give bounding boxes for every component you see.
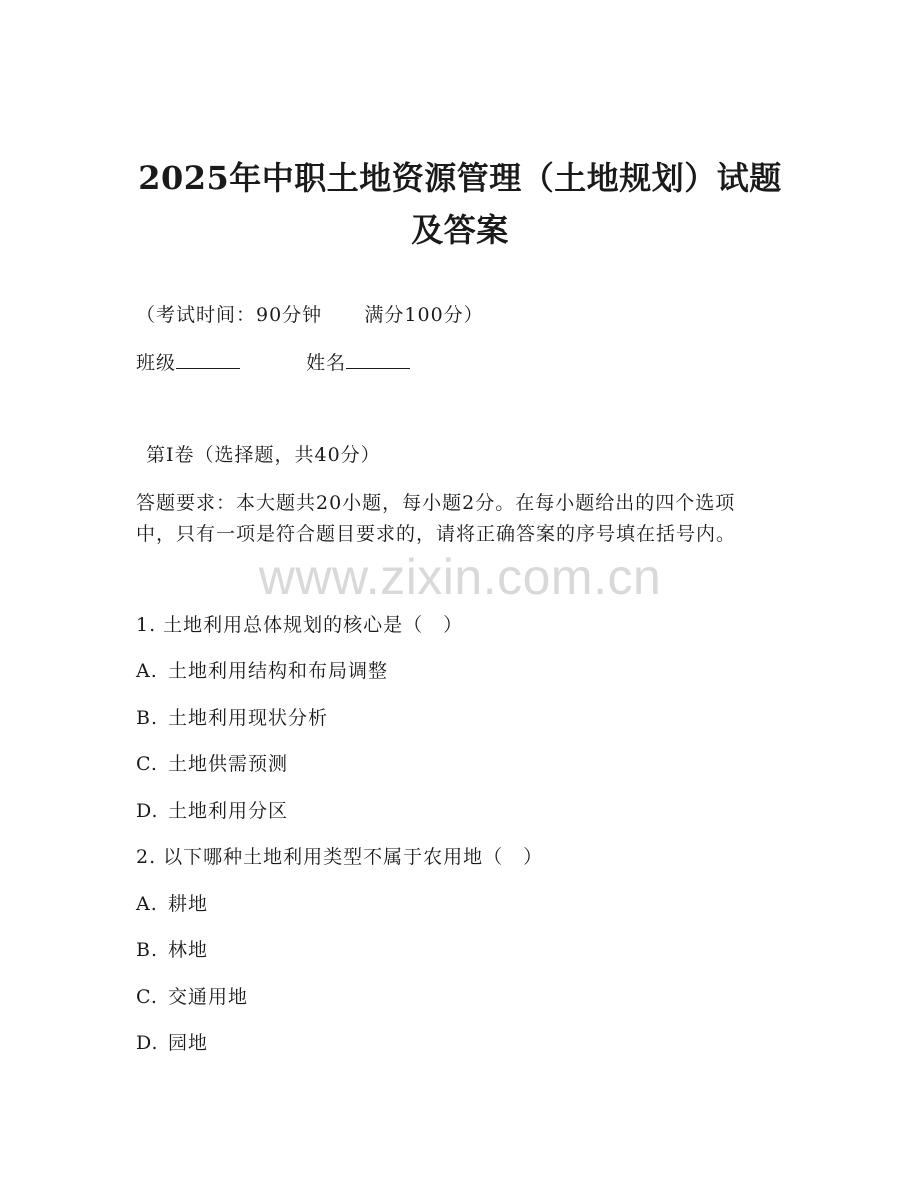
option-text: 耕地 — [168, 893, 209, 915]
option-text: 林地 — [168, 939, 209, 961]
option-letter: B. — [136, 939, 159, 961]
option-text: 土地利用分区 — [168, 800, 289, 822]
question-2-option-b — [136, 937, 208, 963]
section-title: 第I卷（选择题，共40分） — [146, 444, 381, 466]
document-title-line2: 及答案 — [411, 211, 509, 249]
option-text: 土地利用现状分析 — [168, 707, 329, 729]
option-letter: A. — [136, 660, 158, 682]
exam-info: （考试时间：90分钟 满分100分） — [136, 304, 484, 326]
option-letter: C. — [136, 986, 158, 1008]
option-letter: A. — [136, 893, 158, 915]
option-letter: D. — [136, 800, 159, 822]
question-2-option-d — [136, 1030, 208, 1056]
option-text: 土地利用结构和布局调整 — [168, 660, 389, 682]
option-text: 交通用地 — [168, 986, 249, 1008]
instructions-line1: 答题要求：本大题共20小题，每小题2分。在每小题给出的四个选项 — [136, 492, 736, 514]
question-1-option-a — [136, 658, 388, 684]
option-letter: B. — [136, 707, 159, 729]
question-1-option-d — [136, 798, 288, 824]
question-2-stem: 2. 以下哪种土地利用类型不属于农用地（ ） — [136, 846, 544, 868]
class-name-row — [136, 350, 410, 376]
watermark: www.zixin.com.cn — [258, 549, 662, 605]
option-text: 园地 — [168, 1032, 209, 1054]
question-2-option-a — [136, 891, 208, 917]
instructions-line2: 中，只有一项是符合题目要求的，请将正确答案的序号填在括号内。 — [136, 523, 737, 545]
question-2-option-c — [136, 984, 248, 1010]
option-letter: C. — [136, 753, 158, 775]
name-label: 姓名 — [306, 352, 347, 374]
class-label: 班级 — [136, 352, 177, 374]
question-1-option-b — [136, 705, 328, 731]
option-text: 土地供需预测 — [168, 753, 289, 775]
name-blank — [346, 350, 410, 369]
class-blank — [176, 350, 240, 369]
document-title-line1: 2025年中职土地资源管理（土地规划）试题 — [138, 159, 782, 197]
question-1-stem: 1. 土地利用总体规划的核心是（ ） — [136, 614, 464, 636]
question-1-option-c — [136, 751, 288, 777]
option-letter: D. — [136, 1032, 159, 1054]
